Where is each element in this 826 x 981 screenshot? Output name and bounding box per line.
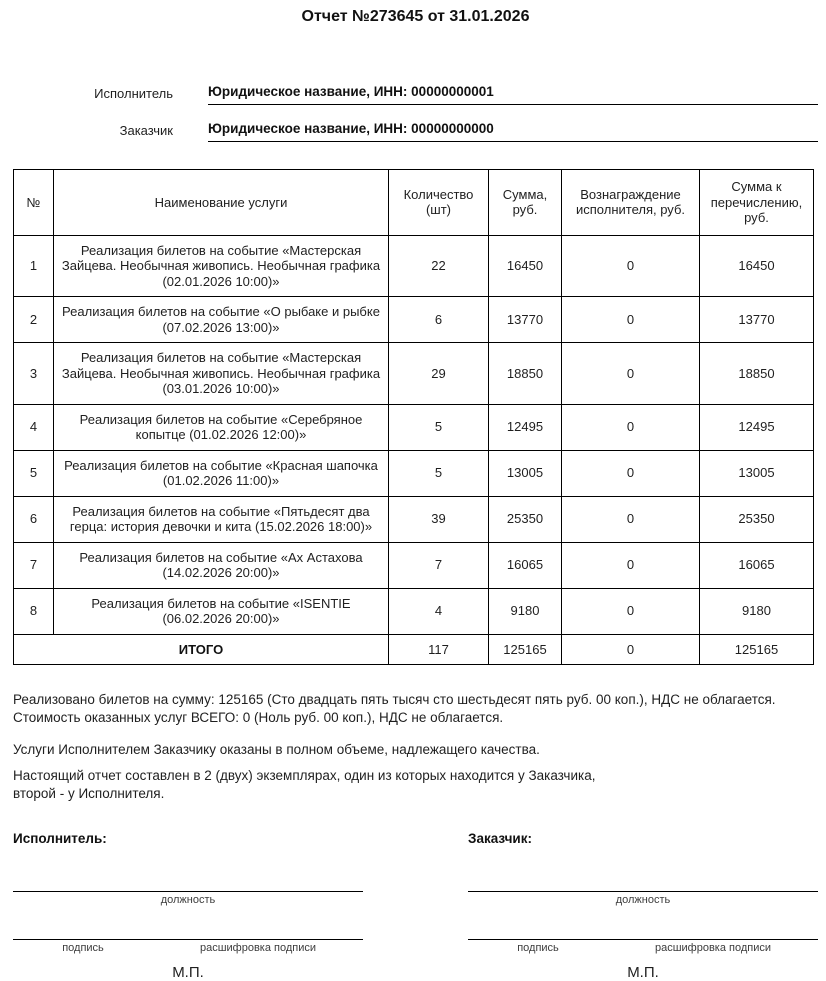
- executor-position-caption: должность: [160, 894, 216, 906]
- customer-stamp-placeholder: М.П.: [627, 964, 659, 981]
- sum: 13770: [489, 297, 562, 343]
- sum: 16450: [489, 235, 562, 297]
- executor-fee: 0: [562, 450, 700, 496]
- header-quantity: Количество (шт): [389, 170, 489, 236]
- row-number: 4: [14, 404, 54, 450]
- service-name: Реализация билетов на событие «ISENTIE (06.02.2026 20:00)»: [54, 588, 389, 634]
- row-number: 6: [14, 496, 54, 542]
- customer-signature-block: [468, 830, 818, 981]
- customer-position-line: [468, 891, 818, 892]
- executor-signature-line: [13, 939, 363, 940]
- service-name: Реализация билетов на событие «О рыбаке и рыбке (07.02.2026 13:00)»: [54, 297, 389, 343]
- executor-signature-captions: [13, 942, 363, 955]
- customer-signature-line: [468, 939, 818, 940]
- customer-label: Заказчик: [119, 123, 173, 138]
- executor-value: Юридическое название, ИНН: 00000000001: [208, 83, 818, 105]
- header-sum: Сумма, руб.: [489, 170, 562, 236]
- table-row: [14, 297, 814, 343]
- sum: 13005: [489, 450, 562, 496]
- quality-note: Услуги Исполнителем Заказчику оказаны в полном объеме, надлежащего качества.: [13, 742, 540, 757]
- table-row: [14, 343, 814, 405]
- executor-field-row: [13, 83, 818, 105]
- copies-note-line-2: второй - у Исполнителя.: [13, 786, 165, 801]
- executor-fee: 0: [562, 343, 700, 405]
- total-transfer-sum: 125165: [700, 634, 814, 665]
- sold-amount-line-1: Реализовано билетов на сумму: 125165 (Сто двадцать пять тысяч сто шестьдесят пять руб. 00 коп.), НДС не облагается.: [13, 692, 776, 707]
- customer-signature-captions: [468, 942, 818, 955]
- executor-signature-block: [13, 830, 363, 981]
- table-row: [14, 542, 814, 588]
- total-quantity: 117: [389, 634, 489, 665]
- quantity: 7: [389, 542, 489, 588]
- header-executor-fee: Вознаграждение исполнителя, руб.: [562, 170, 700, 236]
- executor-fee: 0: [562, 235, 700, 297]
- executor-fee: 0: [562, 496, 700, 542]
- row-number: 1: [14, 235, 54, 297]
- table-header-row: [14, 170, 814, 236]
- customer-value: Юридическое название, ИНН: 00000000000: [208, 120, 818, 142]
- transfer-sum: 13005: [700, 450, 814, 496]
- executor-signature-caption: подпись: [62, 942, 104, 954]
- row-number: 8: [14, 588, 54, 634]
- transfer-sum: 16450: [700, 235, 814, 297]
- executor-position-line: [13, 891, 363, 892]
- signatures-section: [13, 830, 818, 981]
- header-transfer-sum: Сумма к перечислению, руб.: [700, 170, 814, 236]
- quantity: 4: [389, 588, 489, 634]
- page-title: Отчет №273645 от 31.01.2026: [301, 8, 530, 25]
- table-total-row: [14, 634, 814, 665]
- total-sum: 125165: [489, 634, 562, 665]
- sum: 25350: [489, 496, 562, 542]
- table-row: [14, 496, 814, 542]
- quantity: 5: [389, 404, 489, 450]
- service-name: Реализация билетов на событие «Мастерская Зайцева. Необычная живопись. Необычная графика (02.01.2026 10:00)»: [54, 235, 389, 297]
- notes-section: [13, 691, 818, 803]
- quantity: 6: [389, 297, 489, 343]
- transfer-sum: 16065: [700, 542, 814, 588]
- total-executor-fee: 0: [562, 634, 700, 665]
- service-name: Реализация билетов на событие «Ах Астахова (14.02.2026 20:00)»: [54, 542, 389, 588]
- transfer-sum: 13770: [700, 297, 814, 343]
- quantity: 22: [389, 235, 489, 297]
- executor-label: Исполнитель: [94, 86, 173, 101]
- executor-fee: 0: [562, 404, 700, 450]
- table-row: [14, 450, 814, 496]
- table-row: [14, 404, 814, 450]
- sold-amount-line-2: Стоимость оказанных услуг ВСЕГО: 0 (Ноль руб. 00 коп.), НДС не облагается.: [13, 710, 504, 725]
- executor-fee: 0: [562, 542, 700, 588]
- transfer-sum: 9180: [700, 588, 814, 634]
- service-name: Реализация билетов на событие «Красная шапочка (01.02.2026 11:00)»: [54, 450, 389, 496]
- quantity: 39: [389, 496, 489, 542]
- sum: 9180: [489, 588, 562, 634]
- transfer-sum: 25350: [700, 496, 814, 542]
- total-label: ИТОГО: [14, 634, 389, 665]
- sum: 12495: [489, 404, 562, 450]
- row-number: 3: [14, 343, 54, 405]
- row-number: 5: [14, 450, 54, 496]
- executor-fee: 0: [562, 297, 700, 343]
- header-service-name: Наименование услуги: [54, 170, 389, 236]
- copies-note-line-1: Настоящий отчет составлен в 2 (двух) экземплярах, один из которых находится у Заказчика,: [13, 768, 596, 783]
- service-name: Реализация билетов на событие «Мастерская Зайцева. Необычная живопись. Необычная графика (03.01.2026 10:00)»: [54, 343, 389, 405]
- row-number: 7: [14, 542, 54, 588]
- row-number: 2: [14, 297, 54, 343]
- table-row: [14, 588, 814, 634]
- service-name: Реализация билетов на событие «Серебряное копытце (01.02.2026 12:00)»: [54, 404, 389, 450]
- customer-field-row: [13, 120, 818, 142]
- customer-transcript-caption: расшифровка подписи: [654, 942, 772, 954]
- executor-transcript-caption: расшифровка подписи: [199, 942, 317, 954]
- executor-signature-title: Исполнитель:: [13, 831, 107, 846]
- executor-stamp-placeholder: М.П.: [172, 964, 204, 981]
- parties-section: [13, 83, 818, 142]
- transfer-sum: 12495: [700, 404, 814, 450]
- transfer-sum: 18850: [700, 343, 814, 405]
- quantity: 5: [389, 450, 489, 496]
- customer-position-caption: должность: [615, 894, 671, 906]
- quantity: 29: [389, 343, 489, 405]
- sum: 18850: [489, 343, 562, 405]
- customer-signature-title: Заказчик:: [468, 831, 532, 846]
- customer-signature-caption: подпись: [517, 942, 559, 954]
- sum: 16065: [489, 542, 562, 588]
- header-number: №: [14, 170, 54, 236]
- executor-fee: 0: [562, 588, 700, 634]
- services-table: [13, 169, 814, 665]
- table-row: [14, 235, 814, 297]
- service-name: Реализация билетов на событие «Пятьдесят два герца: история девочки и кита (15.02.2026 18:00)»: [54, 496, 389, 542]
